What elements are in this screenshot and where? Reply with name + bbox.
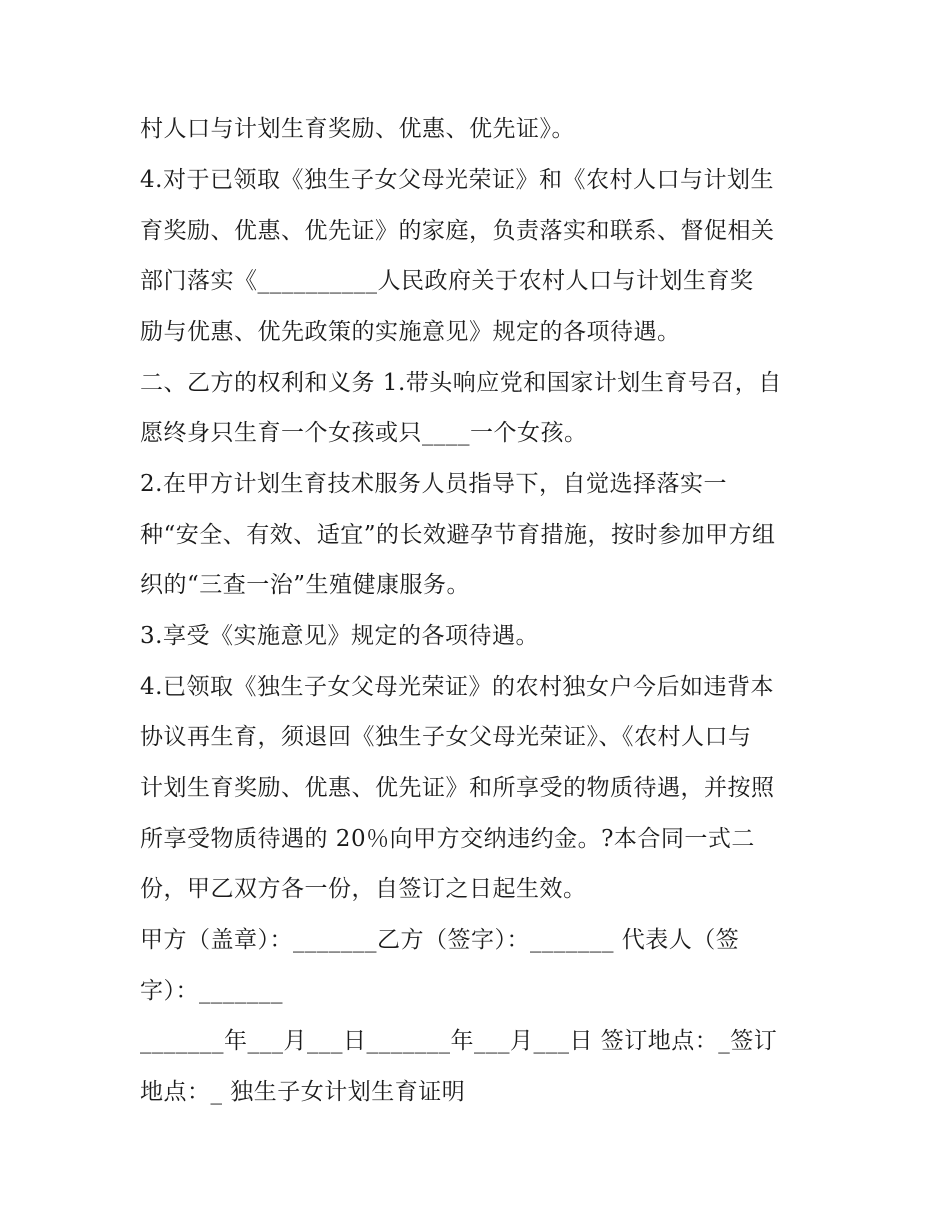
text-line: 励与优惠、优先政策的实施意见》规定的各项待遇。 (140, 319, 681, 345)
text-line: 3.享受《实施意见》规定的各项待遇。 (140, 623, 539, 649)
text-line: 二、乙方的权利和义务 1.带头响应党和国家计划生育号召，自 (140, 370, 782, 396)
text-line: 协议再生育，须退回《独生子女父母光荣证》、《农村人口与 (140, 724, 752, 750)
text-line: 织的“三查一治”生殖健康服务。 (140, 572, 471, 598)
text-line: 计划生育奖励、优惠、优先证》和所享受的物质待遇，并按照 (140, 775, 775, 801)
text-line: 地点：_ 独生子女计划生育证明 (140, 1079, 466, 1105)
text-line: 种“安全、有效、适宜”的长效避孕节育措施，按时参加甲方组 (140, 522, 776, 548)
text-line: 4.已领取《独生子女父母光荣证》的农村独女户今后如违背本 (140, 674, 774, 700)
text-line: 字）：_______ (140, 978, 283, 1004)
text-line: 甲方（盖章）：_______乙方（签字）：_______ 代表人（签 (140, 927, 740, 953)
text-line: 村人口与计划生育奖励、优惠、优先证》。 (140, 116, 575, 142)
text-line: 2.在甲方计划生育技术服务人员指导下，自觉选择落实一 (140, 471, 727, 497)
text-line: 所享受物质待遇的 20％向甲方交纳违约金。?本合同一式二 (140, 826, 755, 852)
text-line: _______年___月___日_______年___月___日 签订地点：_签订 (140, 1028, 778, 1054)
text-line: 愿终身只生育一个女孩或只____一个女孩。 (140, 420, 588, 446)
text-line: 育奖励、优惠、优先证》的家庭，负责落实和联系、督促相关 (140, 218, 775, 244)
text-line: 部门落实《__________人民政府关于农村人口与计划生育奖 (140, 268, 754, 294)
text-line: 份，甲乙双方各一份，自签订之日起生效。 (140, 876, 587, 902)
text-line: 4.对于已领取《独生子女父母光荣证》和《农村人口与计划生 (140, 167, 774, 193)
